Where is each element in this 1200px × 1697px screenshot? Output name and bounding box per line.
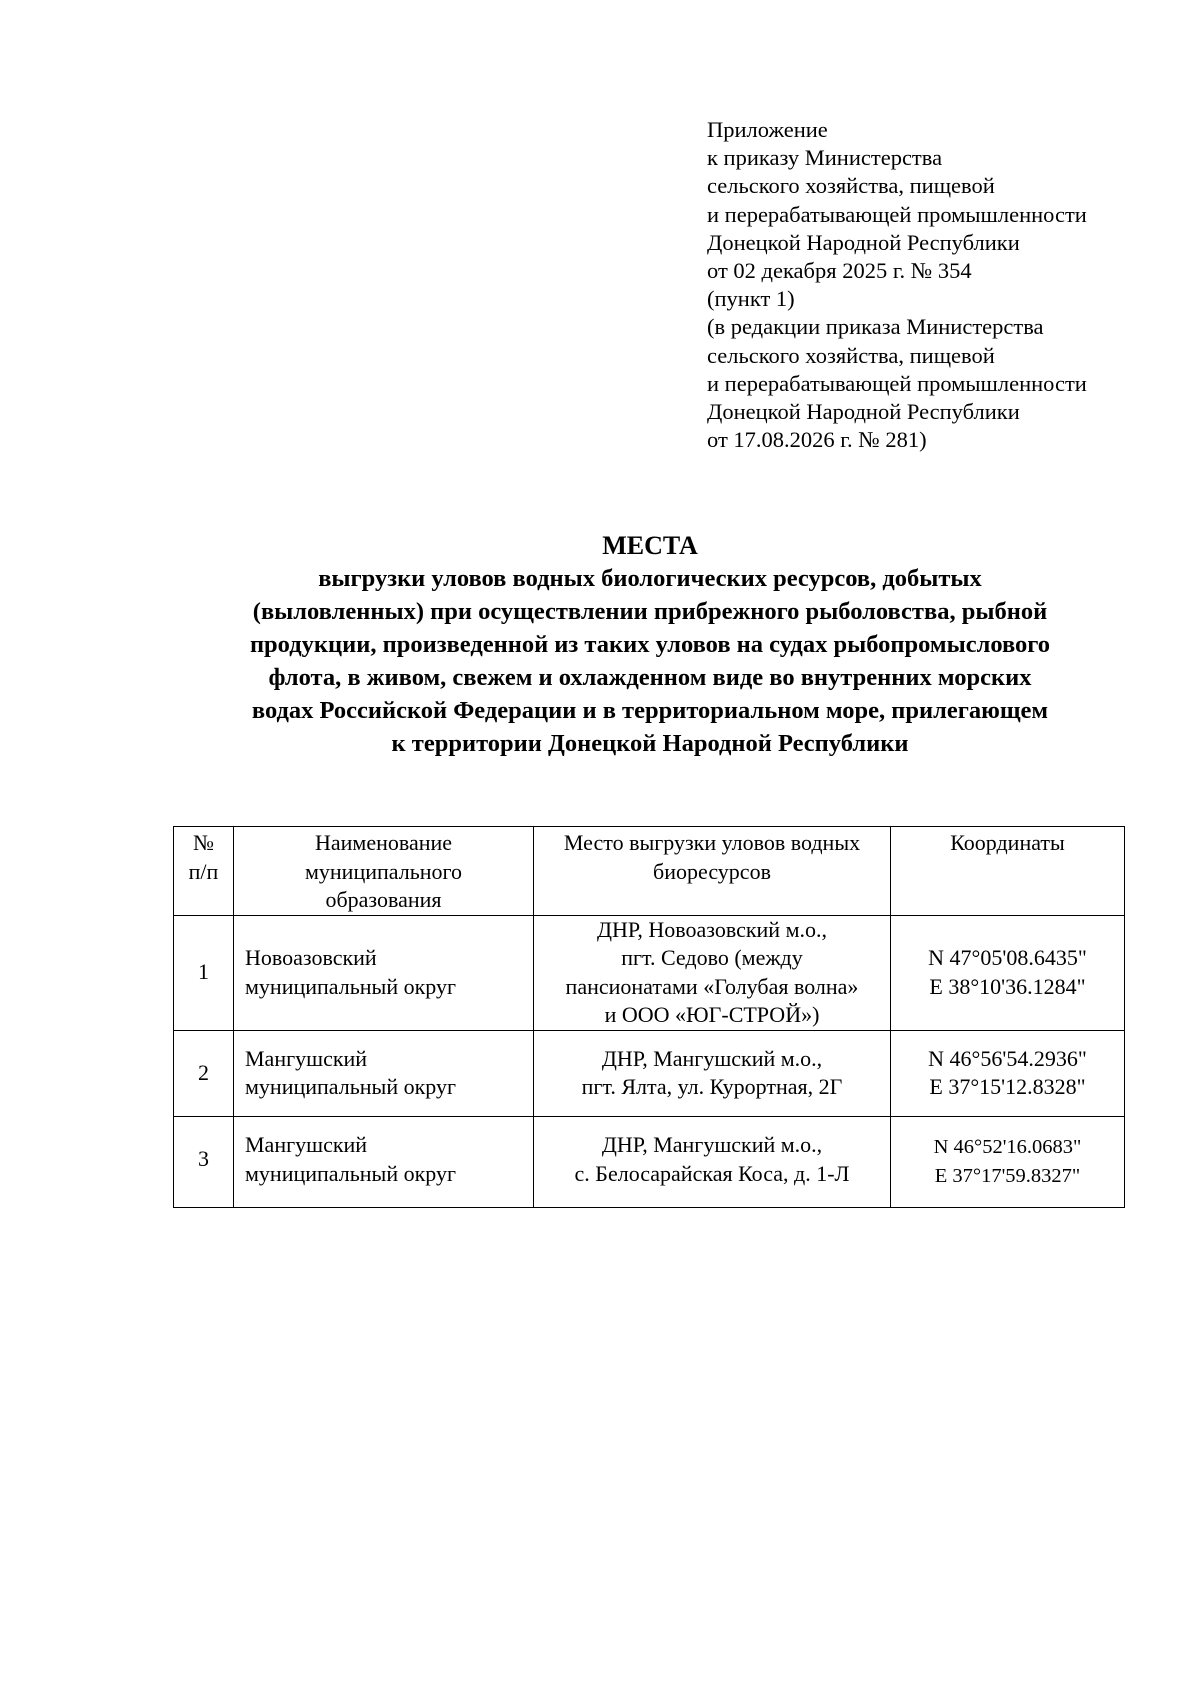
appendix-line: сельского хозяйства, пищевой: [707, 173, 995, 199]
header-coords: Координаты: [891, 827, 1125, 916]
table-header-row: [174, 827, 1125, 916]
appendix-block: [707, 116, 1087, 454]
appendix-line: сельского хозяйства, пищевой: [707, 342, 995, 368]
header-place: Место выгрузки уловов водных биоресурсов: [534, 827, 891, 916]
header-municipality: Наименование муниципального образования: [234, 827, 534, 916]
title-line: (выловленных) при осуществлении прибрежного рыболовства, рыбной: [252, 598, 1048, 625]
appendix-line: Приложение: [707, 117, 828, 142]
title-line: продукции, произведенной из таких уловов на судах рыбопромыслового: [249, 631, 1051, 658]
row-municipality: Мангушский муниципальный округ: [234, 1030, 534, 1116]
appendix-line: Донецкой Народной Республики: [707, 399, 1020, 425]
table-row: [174, 1030, 1125, 1116]
row-coordinates: N 46°52'16.0683" E 37°17'59.8327": [891, 1116, 1125, 1207]
landing-places-table: [173, 826, 1125, 1208]
appendix-line: (пункт 1): [707, 286, 795, 312]
title-line: выгрузки уловов водных биологических ресурсов, добытых: [318, 565, 982, 592]
row-place: ДНР, Мангушский м.о., с. Белосарайская Коса, д. 1-Л: [534, 1116, 891, 1207]
appendix-line: от 17.08.2026 г. № 281): [707, 427, 927, 453]
title-heading: МЕСТА: [602, 531, 698, 560]
row-num: 3: [174, 1116, 234, 1207]
appendix-line: Донецкой Народной Республики: [707, 229, 1020, 255]
row-num: 1: [174, 915, 234, 1030]
row-municipality: Мангушский муниципальный округ: [234, 1116, 534, 1207]
table-row: [174, 915, 1125, 1030]
row-coordinates: N 47°05'08.6435" E 38°10'36.1284": [891, 915, 1125, 1030]
row-num: 2: [174, 1030, 234, 1116]
row-place: ДНР, Мангушский м.о., пгт. Ялта, ул. Курортная, 2Г: [534, 1030, 891, 1116]
title-line: к территории Донецкой Народной Республики: [391, 730, 909, 757]
appendix-line: и перерабатывающей промышленности: [707, 370, 1087, 396]
title-line: флота, в живом, свежем и охлажденном виде во внутренних морских: [268, 664, 1032, 691]
appendix-line: от 02 декабря 2025 г. № 354: [707, 258, 972, 284]
row-municipality: Новоазовский муниципальный округ: [234, 915, 534, 1030]
document-title: [150, 529, 1150, 760]
row-place: ДНР, Новоазовский м.о., пгт. Седово (между пансионатами «Голубая волна» и ООО «ЮГ-СТРОЙ»): [534, 915, 891, 1030]
appendix-line: и перерабатывающей промышленности: [707, 201, 1087, 227]
row-coordinates: N 46°56'54.2936" E 37°15'12.8328": [891, 1030, 1125, 1116]
table-row: [174, 1116, 1125, 1207]
title-line: водах Российской Федерации и в территориальном море, прилегающем: [251, 697, 1049, 724]
appendix-line: к приказу Министерства: [707, 145, 943, 171]
appendix-line: (в редакции приказа Министерства: [707, 314, 1044, 340]
header-num: № п/п: [174, 827, 234, 916]
